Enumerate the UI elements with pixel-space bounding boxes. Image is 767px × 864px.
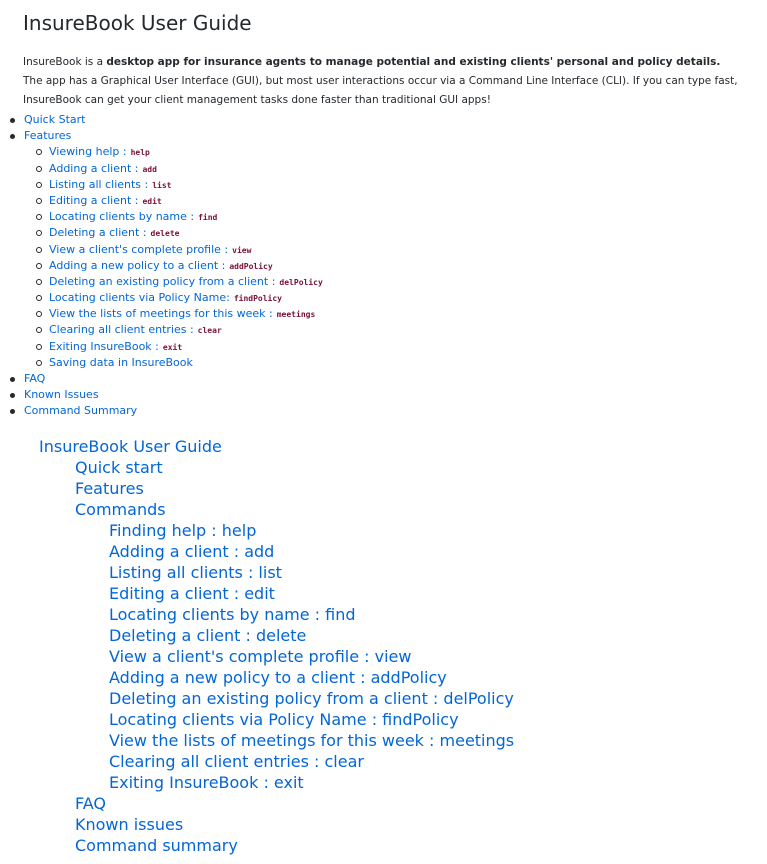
command-code: help	[130, 148, 150, 158]
circle-bullet-icon	[36, 230, 42, 236]
circle-bullet-icon	[36, 149, 42, 155]
toc-feature-link[interactable]: Viewing help :	[49, 145, 127, 159]
toc-feature-item	[49, 161, 323, 177]
command-code: list	[152, 180, 172, 190]
circle-bullet-icon	[36, 198, 42, 204]
outline-known-issues-link[interactable]: Known issues	[75, 815, 184, 834]
bullet-icon	[10, 377, 15, 382]
toc-item-known-issues	[24, 387, 323, 403]
outline-command-link[interactable]: Adding a client : add	[109, 542, 275, 561]
toc-feature-link[interactable]: Clearing all client entries :	[49, 323, 194, 337]
circle-bullet-icon	[36, 344, 42, 350]
toc-item-quick-start	[24, 112, 323, 128]
outline-command-link[interactable]: Editing a client : edit	[109, 584, 275, 603]
intro-bold: desktop app for insurance agents to manage potential and existing clients' personal and policy details.	[106, 56, 721, 68]
toc-feature-item	[49, 258, 323, 274]
toc-feature-item	[49, 193, 323, 209]
circle-bullet-icon	[36, 360, 42, 366]
command-code: delPolicy	[279, 277, 323, 287]
command-code: delete	[150, 229, 180, 239]
circle-bullet-icon	[36, 214, 42, 220]
toc-feature-item	[49, 290, 323, 306]
command-code: clear	[197, 326, 222, 336]
toc-feature-item	[49, 242, 323, 258]
circle-bullet-icon	[36, 327, 42, 333]
outline-command-link[interactable]: Finding help : help	[109, 521, 257, 540]
toc-link-quick-start[interactable]: Quick Start	[24, 113, 86, 126]
outline-root-link[interactable]: InsureBook User Guide	[39, 437, 222, 456]
toc-link-command-summary[interactable]: Command Summary	[24, 404, 138, 418]
intro-paragraph	[23, 53, 739, 110]
circle-bullet-icon	[36, 295, 42, 301]
toc-feature-link[interactable]: Saving data in InsureBook	[49, 355, 193, 369]
toc-feature-item	[49, 209, 323, 225]
bullet-icon	[10, 409, 15, 414]
outline-command-link[interactable]: View a client's complete profile : view	[109, 647, 412, 666]
toc-item-command-summary	[24, 403, 323, 419]
toc-feature-link[interactable]: Listing all clients :	[49, 177, 149, 191]
toc-link-features[interactable]: Features	[24, 129, 72, 143]
outline-command-link[interactable]: Adding a new policy to a client : addPolicy	[109, 668, 447, 687]
intro-text-2: The app has a Graphical User Interface (GUI), but most user interactions occur via a Command Line Interface (CLI). If you can type fast, InsureBook can get your client management tasks done faster than traditional GUI apps!	[23, 75, 738, 106]
outline-command-summary-link[interactable]: Command summary	[75, 836, 238, 855]
page-title: InsureBook User Guide	[23, 11, 252, 35]
bullet-icon	[10, 134, 15, 139]
toc-feature-link[interactable]: View the lists of meetings for this week :	[49, 307, 273, 321]
toc-feature-link[interactable]: Exiting InsureBook :	[49, 339, 159, 353]
toc-feature-link[interactable]: Locating clients by name :	[49, 210, 195, 224]
circle-bullet-icon	[36, 279, 42, 285]
bullet-icon	[10, 393, 15, 398]
toc-feature-item	[49, 339, 323, 355]
outline-command-link[interactable]: Clearing all client entries : clear	[109, 752, 364, 771]
toc-feature-item	[49, 144, 323, 160]
outline-command-link[interactable]: Deleting an existing policy from a client : delPolicy	[109, 689, 514, 708]
command-code: findPolicy	[233, 294, 282, 304]
command-code: add	[142, 164, 157, 174]
intro-text-1: InsureBook is a	[23, 56, 107, 68]
outline-commands-link[interactable]: Commands	[75, 500, 166, 519]
toc-feature-link[interactable]: View a client's complete profile :	[49, 242, 229, 256]
command-code: exit	[162, 342, 183, 352]
toc-feature-item	[49, 225, 323, 241]
command-code: addPolicy	[229, 261, 273, 271]
outline-features-link[interactable]: Features	[75, 479, 144, 498]
outline-command-link[interactable]: Exiting InsureBook : exit	[109, 773, 304, 792]
toc-feature-list	[24, 144, 323, 371]
command-code: view	[232, 245, 252, 255]
toc-feature-link[interactable]: Locating clients via Policy Name:	[49, 291, 230, 305]
toc-feature-link[interactable]: Adding a client :	[49, 161, 139, 175]
toc-feature-link[interactable]: Deleting an existing policy from a client :	[49, 274, 276, 288]
toc-feature-item	[49, 306, 323, 322]
toc-link-known-issues[interactable]: Known Issues	[24, 388, 99, 402]
guide-page	[23, 10, 743, 110]
toc-link-faq[interactable]: FAQ	[24, 372, 46, 385]
outline-command-link[interactable]: Locating clients via Policy Name : findPolicy	[109, 710, 459, 729]
outline-command-link[interactable]: Locating clients by name : find	[109, 605, 356, 624]
circle-bullet-icon	[36, 166, 42, 172]
circle-bullet-icon	[36, 182, 42, 188]
bullet-icon	[10, 118, 15, 123]
toc-item-features	[24, 128, 323, 144]
circle-bullet-icon	[36, 311, 42, 317]
toc-feature-item	[49, 177, 323, 193]
outline-faq-link[interactable]: FAQ	[75, 794, 106, 813]
table-of-contents	[24, 112, 323, 420]
toc-item-faq	[24, 371, 323, 387]
toc-feature-item	[49, 355, 323, 371]
toc-feature-item	[49, 274, 323, 290]
outline-command-link[interactable]: View the lists of meetings for this week : meetings	[109, 731, 515, 750]
toc-feature-link[interactable]: Editing a client :	[49, 193, 139, 207]
circle-bullet-icon	[36, 247, 42, 253]
command-code: edit	[142, 196, 162, 206]
command-code: find	[198, 213, 218, 223]
toc-feature-link[interactable]: Deleting a client :	[49, 226, 147, 240]
outline-quick-start-link[interactable]: Quick start	[75, 458, 163, 477]
command-code: meetings	[276, 310, 316, 320]
toc-feature-link[interactable]: Adding a new policy to a client :	[49, 258, 226, 272]
toc-feature-item	[49, 322, 323, 338]
outline-command-link[interactable]: Listing all clients : list	[109, 563, 282, 582]
outline-command-link[interactable]: Deleting a client : delete	[109, 626, 307, 645]
circle-bullet-icon	[36, 263, 42, 269]
